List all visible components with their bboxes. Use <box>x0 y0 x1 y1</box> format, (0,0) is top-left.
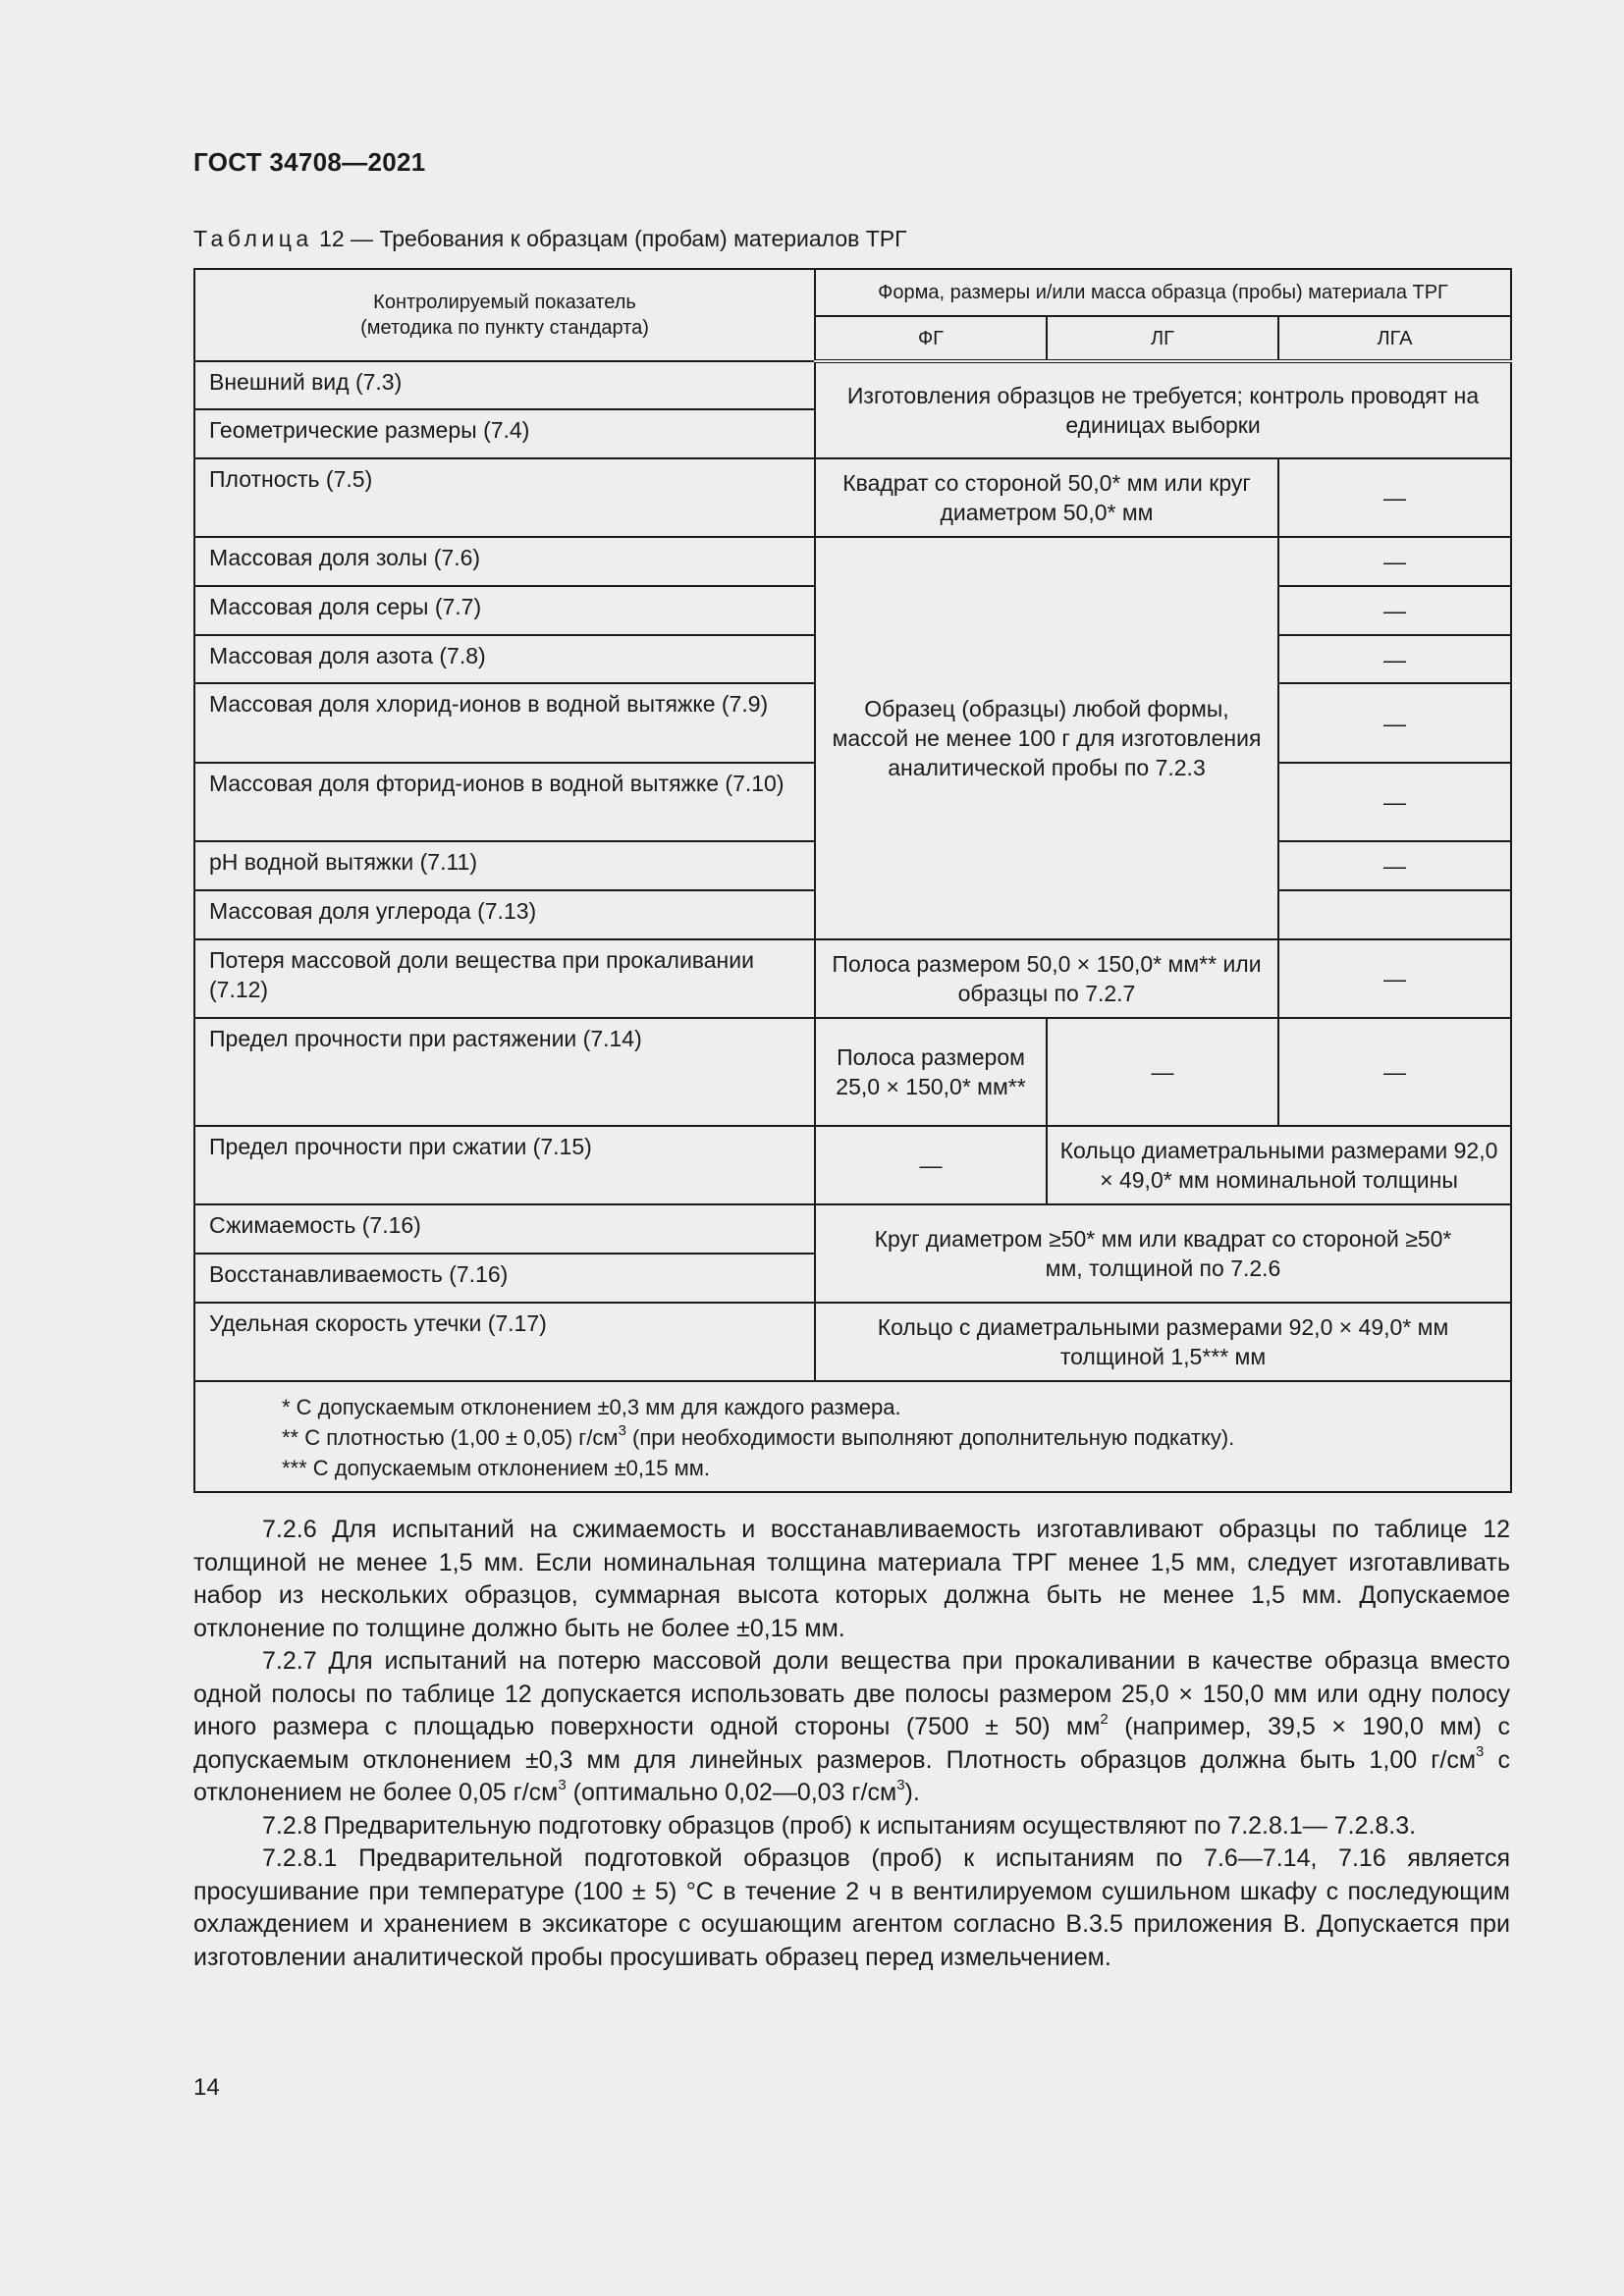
row-sulfur: Массовая доля серы (7.7) <box>194 586 815 635</box>
cell-ignition-loss-lga: — <box>1278 939 1511 1018</box>
cell-compressive-fg: — <box>815 1126 1047 1204</box>
header-indicator-line2: (методика по пункту стандарта) <box>360 317 649 339</box>
note-2-text-b: (при необходимости выполняют дополнительную подкатку). <box>625 1425 1235 1450</box>
header-indicator <box>194 269 815 361</box>
row-tensile: Предел прочности при растяжении (7.14) <box>194 1018 815 1126</box>
paragraph-7-2-6: 7.2.6 Для испытаний на сжимаемость и восстанавливаемость изготавливают образцы по таблице 12 толщиной не менее 1,5 мм. Если номинальная толщина материала ТРГ менее 1,5 мм, следует изготавливать набор из нескольких образцов, суммарная высота которых должна быть не менее 1,5 мм. Допускаемое отклонение по толщине должно быть не более ±0,15 мм. <box>193 1516 1510 1642</box>
note-2 <box>282 1422 1510 1453</box>
p2-part-b: (например, 39,5 × 190,0 мм) с допускаемым отклонением ±0,3 мм для линейных размеров. Плотность образцов должна быть 1,00 г/см <box>193 1713 1510 1774</box>
row-chloride: Массовая доля хлорид-ионов в водной вытяжке (7.9) <box>194 683 815 763</box>
row-ph: pH водной вытяжки (7.11) <box>194 841 815 890</box>
row-nitrogen: Массовая доля азота (7.8) <box>194 635 815 683</box>
paragraph-7-2-8-1: 7.2.8.1 Предварительной подготовкой образцов (проб) к испытаниям по 7.6—7.14, 7.16 является просушивание при температуре (100 ± 5) °С в течение 2 ч в вентилируемом сушильном шкафу с последующим охлаждением и хранением в эксикаторе с осушающим агентом согласно В.3.5 приложения В. Допускается при изготовлении аналитической пробы просушивать образец перед измельчением. <box>193 1844 1510 1971</box>
row-geometry: Геометрические размеры (7.4) <box>194 409 815 458</box>
row-fluoride: Массовая доля фторид-ионов в водной вытяжке (7.10) <box>194 763 815 841</box>
row-ignition-loss: Потеря массовой доли вещества при прокаливании (7.12) <box>194 939 815 1018</box>
cell-tensile-lg: — <box>1047 1018 1278 1126</box>
row-ash: Массовая доля золы (7.6) <box>194 537 815 586</box>
p2-sup-4: 3 <box>896 1776 905 1793</box>
cell-compressive-sample: Кольцо диаметральными размерами 92,0 × 49,0* мм номинальной толщины <box>1047 1126 1511 1204</box>
cell-leak-rate-sample: Кольцо с диаметральными размерами 92,0 × 49,0* мм толщиной 1,5*** мм <box>815 1303 1511 1381</box>
row-recovery: Восстанавливаемость (7.16) <box>194 1254 815 1303</box>
p2-sup-1: 2 <box>1100 1710 1109 1728</box>
document-code: ГОСТ 34708—2021 <box>193 147 426 177</box>
row-leak-rate: Удельная скорость утечки (7.17) <box>194 1303 815 1381</box>
header-col-lg: ЛГ <box>1047 316 1278 361</box>
p2-part-d: (оптимально 0,02—0,03 г/см <box>566 1779 897 1806</box>
cell-chloride-lga: — <box>1278 683 1511 763</box>
header-col-fg: ФГ <box>815 316 1047 361</box>
cell-density-sample: Квадрат со стороной 50,0* мм или круг диаметром 50,0* мм <box>815 458 1278 537</box>
cell-tensile-fg: Полоса размером 25,0 × 150,0* мм** <box>815 1018 1047 1126</box>
p2-part-c: с отклонением не более 0,05 г/см <box>193 1745 1510 1806</box>
paragraph-7-2-8: 7.2.8 Предварительную подготовку образцов (проб) к испытаниям осуществляют по 7.2.8.1— 7.2.8.3. <box>262 1811 1417 1840</box>
cell-ash-lga: — <box>1278 537 1511 586</box>
note-2-text-a: ** С плотностью (1,00 ± 0,05) г/см <box>282 1425 619 1450</box>
page-number: 14 <box>193 2074 220 2101</box>
cell-carbon-lga <box>1278 890 1511 939</box>
cell-nitrogen-lga: — <box>1278 635 1511 683</box>
row-carbon: Массовая доля углерода (7.13) <box>194 890 815 939</box>
p2-sup-2: 3 <box>1476 1743 1485 1761</box>
note-3: *** С допускаемым отклонением ±0,15 мм. <box>282 1456 710 1480</box>
cell-ignition-loss-sample: Полоса размером 50,0 × 150,0* мм** или образцы по 7.2.7 <box>815 939 1278 1018</box>
p2-part-a: 7.2.7 Для испытаний на потерю массовой доли вещества при прокаливании в качестве образца вместо одной полосы по таблице 12 допускается использовать две полосы размером 25,0 × 150,0 мм или одну полосу иного размера с площадью поверхности одной стороны (7500 ± 50) мм <box>193 1647 1510 1740</box>
table-caption-word: Таблица <box>193 226 313 251</box>
p2-sup-3: 3 <box>558 1776 567 1793</box>
note-1: * С допускаемым отклонением ±0,3 мм для каждого размера. <box>282 1395 901 1419</box>
cell-density-lga: — <box>1278 458 1511 537</box>
cell-sulfur-lga: — <box>1278 586 1511 635</box>
row-density: Плотность (7.5) <box>194 458 815 537</box>
p2-part-e: ). <box>904 1779 920 1806</box>
header-sample-group: Форма, размеры и/или масса образца (пробы) материала ТРГ <box>815 269 1511 316</box>
cell-fluoride-lga: — <box>1278 763 1511 841</box>
body-text <box>193 1514 1510 1974</box>
table-caption-text: 12 — Требования к образцам (пробам) материалов ТРГ <box>319 226 907 251</box>
table-caption <box>193 226 907 252</box>
note-2-superscript: 3 <box>618 1421 626 1439</box>
header-col-lga: ЛГА <box>1278 316 1511 361</box>
row-compressibility: Сжимаемость (7.16) <box>194 1204 815 1254</box>
row-compressive: Предел прочности при сжатии (7.15) <box>194 1126 815 1204</box>
cell-tensile-lga: — <box>1278 1018 1511 1126</box>
table-notes <box>194 1381 1511 1492</box>
requirements-table <box>193 268 1512 1493</box>
paragraph-7-2-7 <box>193 1645 1510 1810</box>
cell-ph-lga: — <box>1278 841 1511 890</box>
cell-compressibility-sample: Круг диаметром ≥50* мм или квадрат со стороной ≥50* мм, толщиной по 7.2.6 <box>815 1204 1511 1303</box>
cell-chemical-sample: Образец (образцы) любой формы, массой не менее 100 г для изготовления аналитической пробы по 7.2.3 <box>815 537 1278 939</box>
header-indicator-line1: Контролируемый показатель <box>373 292 636 313</box>
row-appearance: Внешний вид (7.3) <box>194 361 815 409</box>
cell-appearance-geometry-sample: Изготовления образцов не требуется; контроль проводят на единицах выборки <box>815 361 1511 458</box>
